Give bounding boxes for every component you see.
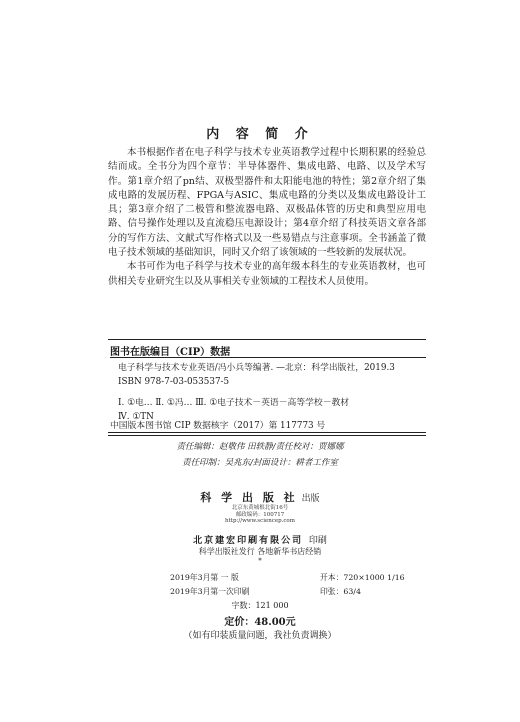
print-date: 2019年3月第一次印刷 [170, 587, 250, 596]
quality-notice: （如有印装质量问题，我社负责调换） [183, 631, 337, 641]
print-sheets: 印张：63/4 [320, 587, 361, 596]
divider-cip [110, 357, 426, 358]
cip-heading: 图书在版编目（CIP）数据 [110, 347, 231, 358]
printer-name: 北京建宏印刷有限公司 [193, 536, 304, 546]
cip-record: 中国版本图书馆 CIP 数据核字（2017）第 117773 号 [110, 421, 326, 431]
publisher-address: 北京东黄城根北街16号 [231, 505, 289, 511]
spec-line-2 [170, 586, 361, 597]
word-count: 字数：121 000 [231, 601, 289, 610]
cip-block [118, 361, 424, 389]
publisher-block [0, 489, 520, 525]
separator-star: * [258, 557, 262, 565]
summary-title: 内 容 简 介 [206, 127, 314, 142]
printer-suffix: 印刷 [308, 536, 327, 546]
credits-production: 责任印制：吴兆东/封面设计：耕者工作室 [182, 458, 338, 468]
spec-line-1 [170, 572, 405, 583]
cip-isbn: ISBN 978-7-03-053537-5 [118, 377, 230, 388]
cip-subject-line-2: Ⅳ. ①TN [118, 412, 154, 423]
credits-editors: 责任编辑：赵敬伟 田轶静/责任校对：贾娜娜 [176, 442, 344, 452]
publisher-name-suffix: 出版 [301, 494, 320, 504]
publisher-website: http://www.sciencep.com [225, 518, 295, 524]
divider-record-top [108, 432, 426, 433]
publisher-name [0, 489, 520, 505]
summary-paragraph-2: 本书可作为电子科学与技术专业的高年级本科生的专业英语教材，也可供相关专业研究生以及从事相关专业领域的工程技术人员使用。 [108, 261, 426, 287]
cip-subject-line-1: Ⅰ. ①电… Ⅱ. ①冯… Ⅲ. ①电子技术－英语－高等学校－教材 [118, 398, 350, 408]
publisher-name-text: 科 学 出 版 社 [200, 491, 298, 504]
edition-date: 2019年3月第 一 版 [170, 573, 239, 582]
distribution-line: 科学出版社发行 各地新华书店经销 [198, 547, 322, 556]
book-format: 开本：720×1000 1/16 [320, 573, 405, 582]
cip-title-line: 电子科学与技术专业英语/冯小兵等编著. —北京：科学出版社，2019.3 [118, 363, 395, 373]
printer-line [0, 533, 520, 546]
price: 定价：48.00元 [224, 617, 296, 628]
summary-body [108, 146, 426, 289]
divider-top [108, 339, 426, 340]
publisher-postcode: 邮政编码：100717 [235, 511, 285, 518]
summary-paragraph-1: 本书根据作者在电子科学与技术专业英语教学过程中长期积累的经验总结而成。全书分为四个章节：半导体器件、集成电路、电路、以及学术写作。第1章介绍了pn结、双极型器件和太阳能电池的特性；第2章介绍了集成电路的发展历程、FPGA与ASIC、集成电路的分类以及集成电路设计工具；第3章介绍了二极管和整流器电路、双极晶体管的历史和典型应用电路、信号操作处理以及直流稳压电源设计；第4章介绍了科技英语文章各部分的写作方法、文献式写作格式以及一些易错点与注意事项。全书涵盖了微电子技术领域的基础知识，同时又介绍了该领域的一些较新的发展状况。 [108, 147, 426, 259]
divider-record-bottom [108, 435, 426, 436]
